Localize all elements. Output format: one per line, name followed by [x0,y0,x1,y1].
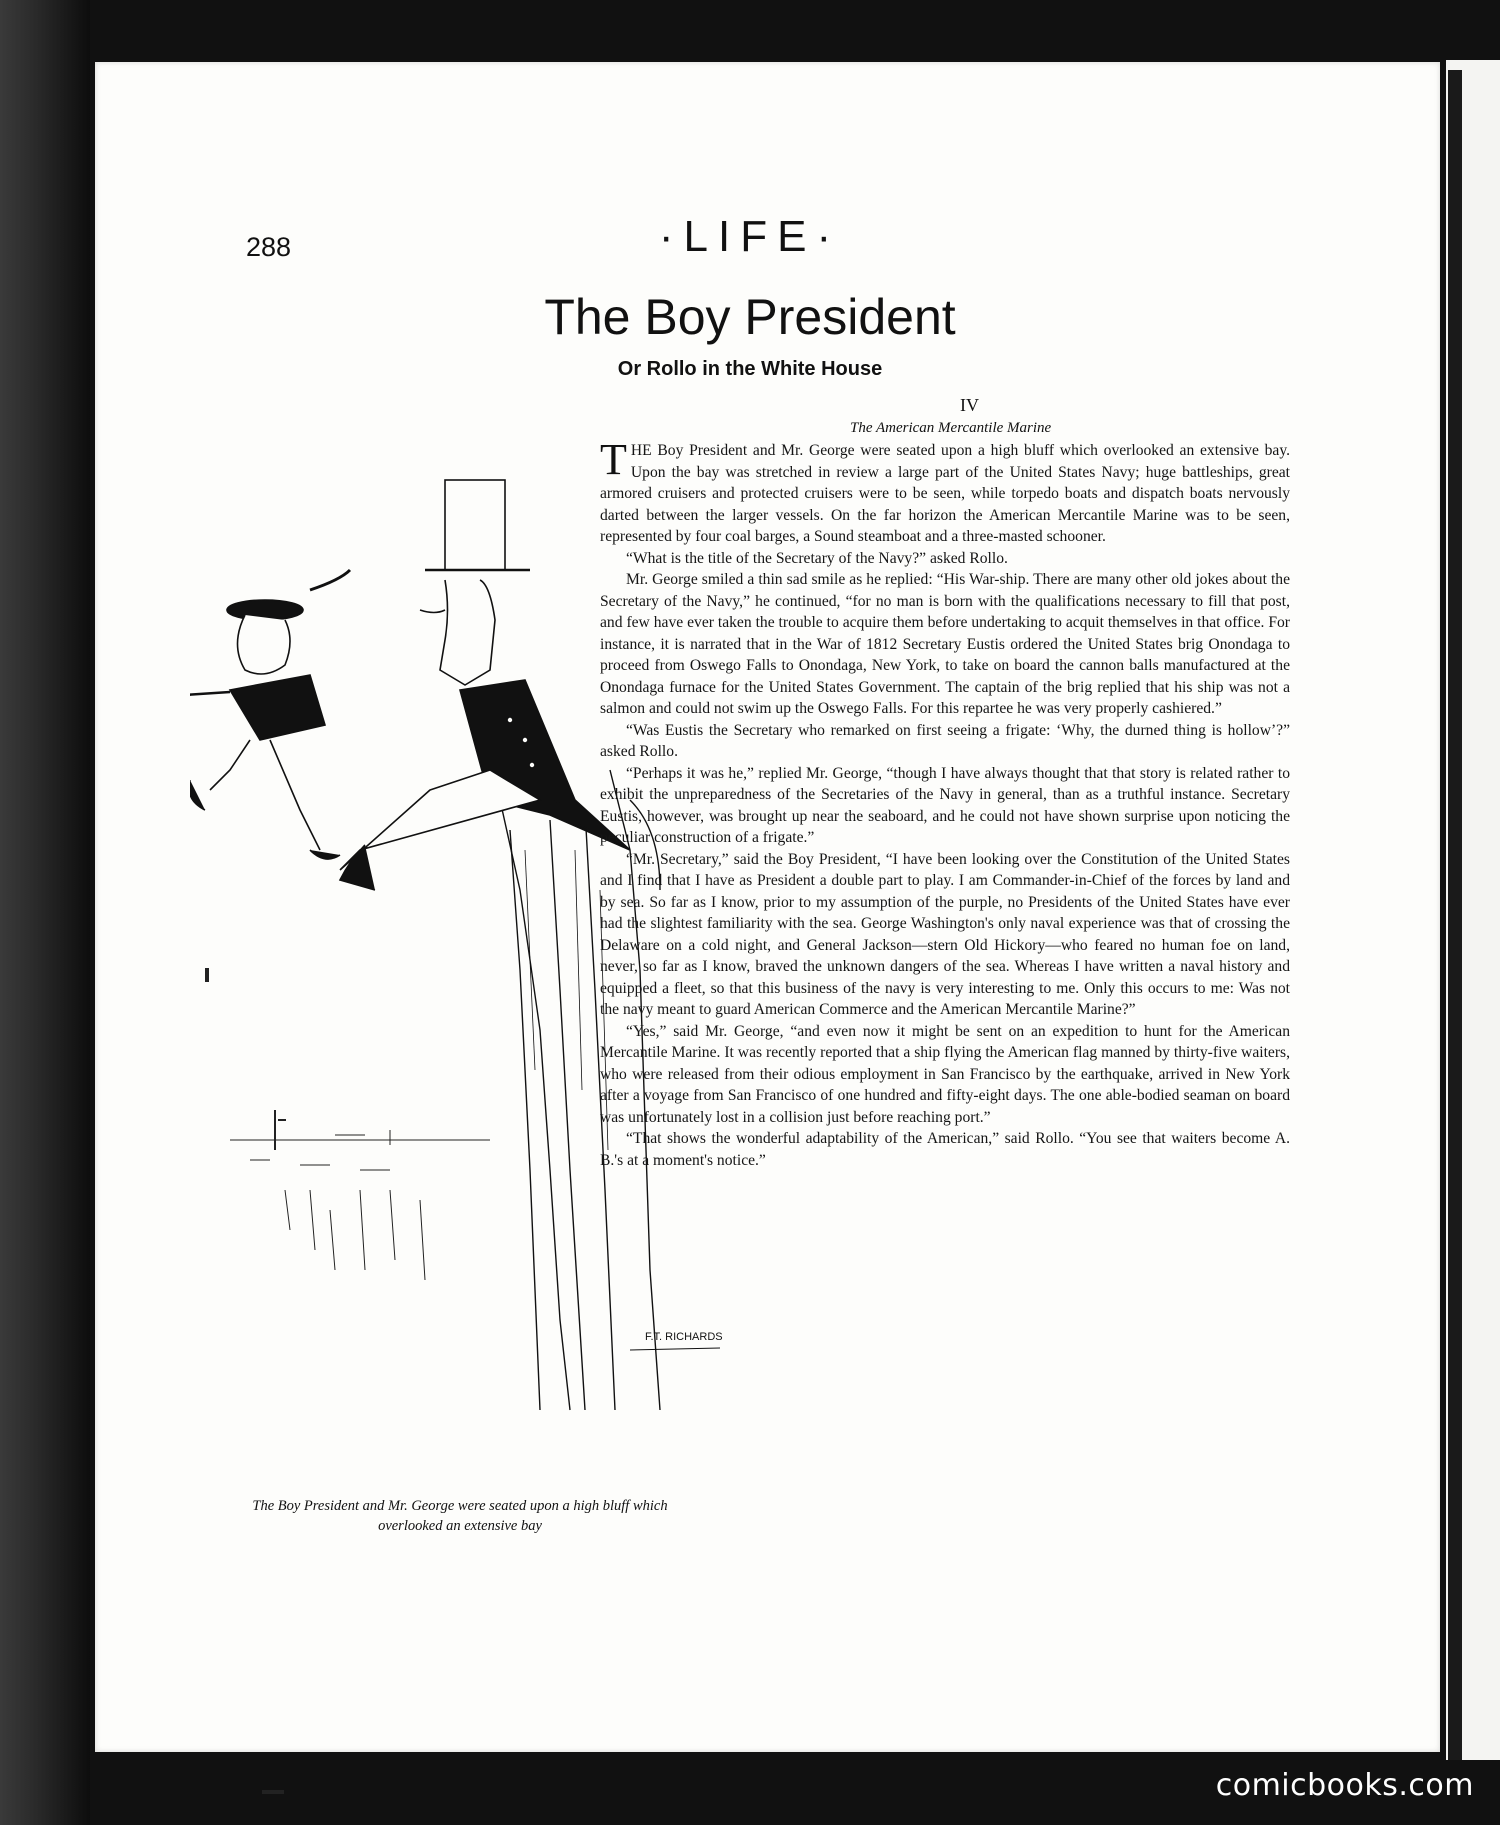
illustration-caption: The Boy President and Mr. George were seated upon a high bluff which overlooked an extensive bay [252,1498,668,1534]
watermark: comicbooks.com [1215,1768,1474,1803]
illustration-signature: F.T. RICHARDS [645,1331,723,1343]
paragraph-2: “What is the title of the Secretary of the Navy?” asked Rollo. [626,549,1008,567]
paragraph-8: “That shows the wonderful adaptability of the American,” said Rollo. “You see that waiters become A. B.'s at a moment's notice.” [600,1130,1290,1169]
mr-george-figure [340,480,630,890]
scan-corner-mark [262,1790,284,1794]
water-sketch [230,1110,490,1280]
paragraph-6: “Mr. Secretary,” said the Boy President, “I have been looking over the Constitution of the United States and I find that I have as President a double part to play. I am Commander-in-Chief of the forces by land and by sea. So far as I know, prior to my assumption of the purple, no Presidents of the United States have ever had the slightest familiarity with the sea. George Washington's only naval experience was that of crossing the Delaware on a cold night, and General Jackson—stern Old Hickory—who feared no human foe on land, never, so far as I know, braved the unknown dangers of the sea. Whereas I have written a naval history and equipped a fleet, so that this business of the navy is very interesting to me. Only this occurs to me: Was not the navy meant to guard American Commerce and the American Mercantile Marine?” [600,850,1290,1018]
paragraph-7: “Yes,” said Mr. George, “and even now it might be sent on an expedition to hunt for the American Mercantile Marine. It was recently reported that a ship flying the American flag manned by thirty-five waiters, who were released from their odious employment in San Francisco by the earthquake, arrived in New York after a voyage from San Francisco of one hundred and fifty-eight days. The one able-bodied seaman on board was unfortunately lost in a collision just before reaching port.” [600,1022,1290,1126]
chapter-numeral: IV [960,395,979,415]
article-subtitle: Or Rollo in the White House [617,358,883,380]
masthead: ·LIFE· [658,212,842,261]
chapter-title: The American Mercantile Marine [850,420,1052,436]
article-title: The Boy President [544,289,956,345]
margin-mark [205,968,209,982]
paragraph-3: Mr. George smiled a thin sad smile as he replied: “His War-ship. There are many other old jokes about the Secretary of the Navy,” he continued, “for no man is born with the qualifications necessary to fill that post, and few have ever taken the trouble to acquire them before undertaking to acquit themselves in that office. For instance, it is narrated that in the War of 1812 Secretary Eustis ordered the United States brig Onondaga to proceed from Oswego Falls to Onondaga, New York, to take on board the cannon balls manufactured at the Onondaga furnace for the United States Government. The captain of the brig replied that his ship was not a salmon and could not swim up the Oswego Falls. For this repartee he was very properly cashiered.” [600,571,1290,717]
page-number: 288 [246,232,292,262]
drop-cap: T [600,435,627,484]
article-body [600,435,1290,1171]
paragraph-1: THE Boy President and Mr. George were seated upon a high bluff which overlooked an extensive bay. Upon the bay was stretched in review a large part of the United States Navy; huge battleships, great armored cruisers and protected cruisers were to be seen, while torpedo boats and dispatch boats nervously darted between the larger vessels. On the far horizon the American Mercantile Marine was to be seen, represented by four coal barges, a Sound steamboat and a three-masted schooner. [600,435,1290,545]
scan-left-edge [0,0,90,1825]
boy-president-figure [190,570,350,859]
paragraph-5: “Perhaps it was he,” replied Mr. George, “though I have always thought that that story is related rather to exhibit the unpreparedness of the Secretaries of the Navy in general, than as a truthful instance. Secretary Eustis, however, was brought up near the seaboard, and he could not have shown surprise upon noticing the peculiar construction of a frigate.” [600,764,1290,846]
paragraph-4: “Was Eustis the Secretary who remarked on first seeing a frigate: ‘Why, the durned thing is hollow’?” asked Rollo. [600,721,1290,760]
